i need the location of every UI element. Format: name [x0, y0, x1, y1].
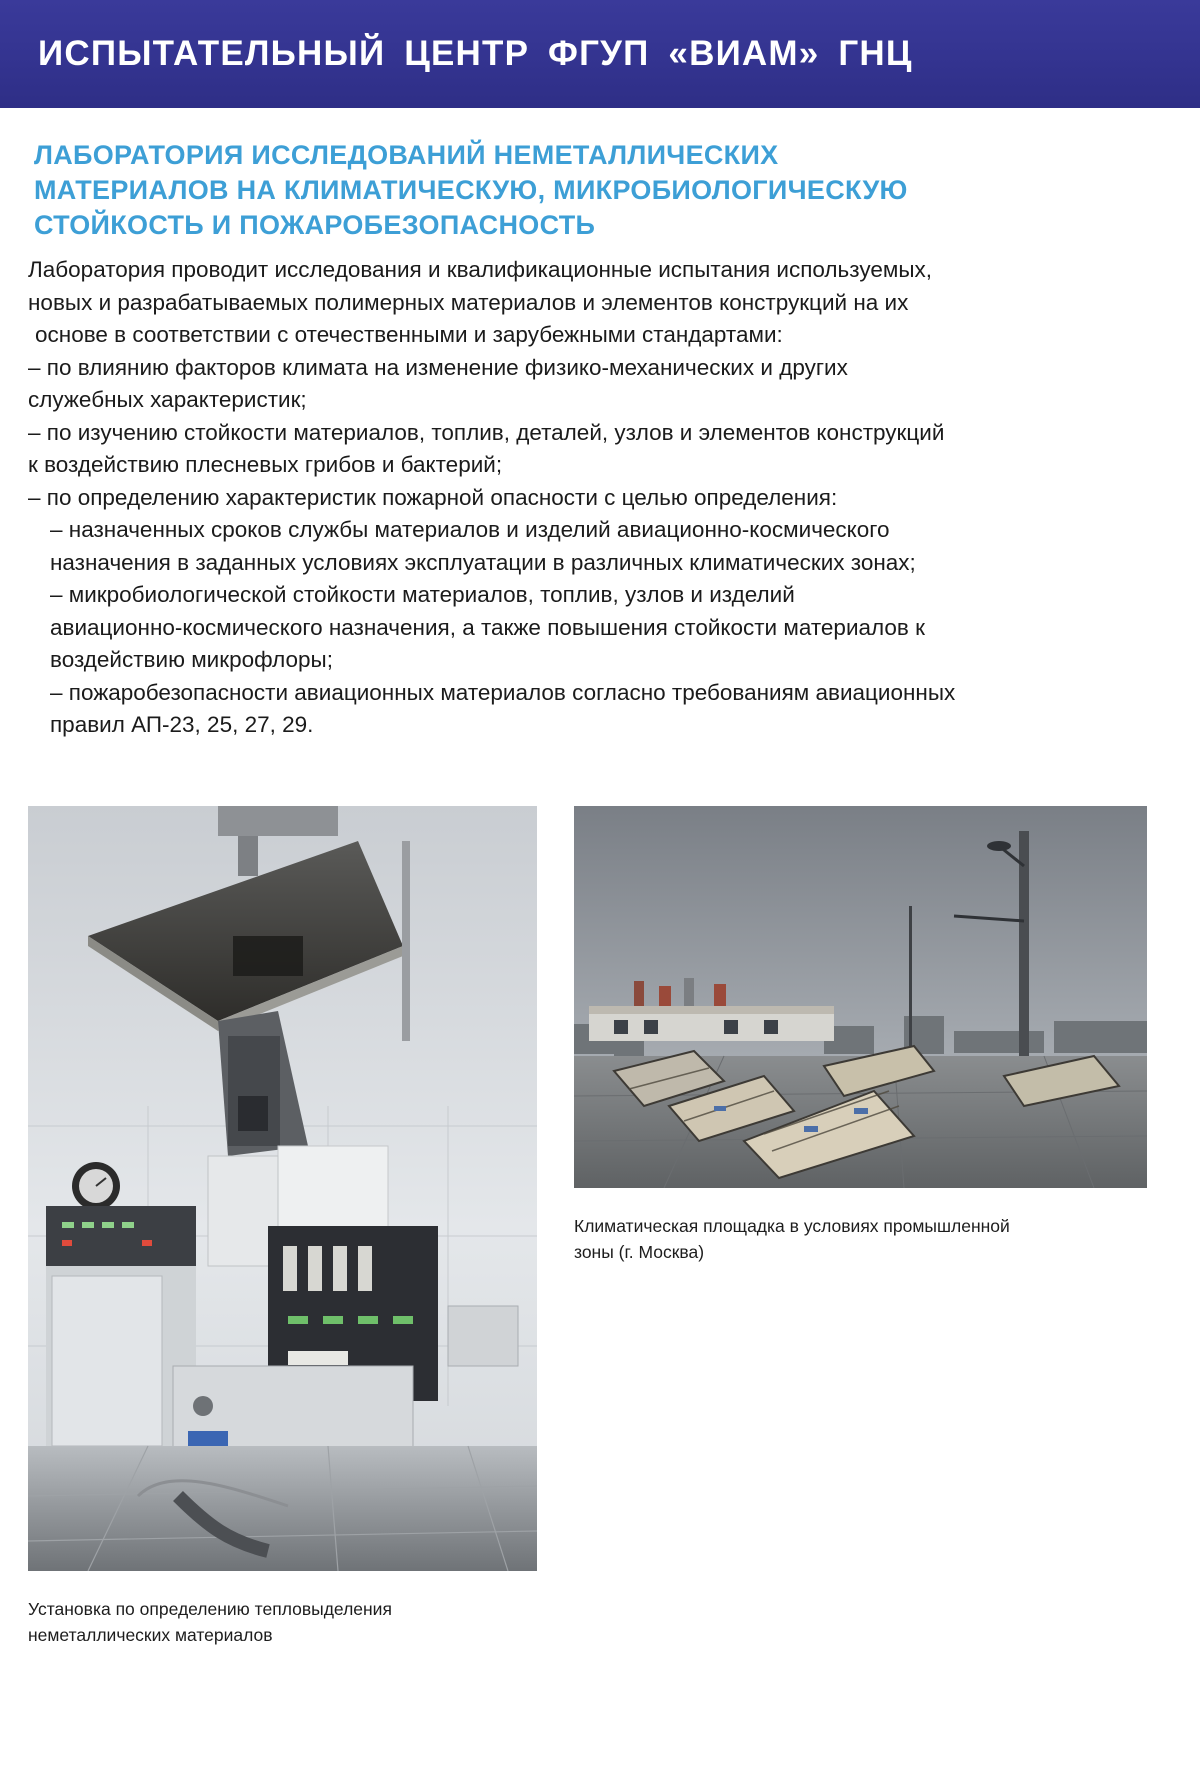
body-line: – назначенных сроков службы материалов и изделий авиационно-космического: [50, 517, 890, 542]
body-line: к воздействию плесневых грибов и бактерий;: [28, 452, 503, 477]
body-line: – по изучению стойкости материалов, топлив, деталей, узлов и элементов конструкций: [28, 419, 945, 445]
body-line: Лаборатория проводит исследования и квалификационные испытания используемых,: [28, 257, 932, 282]
caption-line: неметаллических материалов: [28, 1625, 273, 1645]
body-line: – по определению характеристик пожарной опасности с целью определения:: [28, 484, 838, 510]
section-heading: [34, 138, 1034, 243]
body-line: служебных характеристик;: [28, 387, 307, 412]
header-title: ИСПЫТАТЕЛЬНЫЙ ЦЕНТР ФГУП «ВИАМ» ГНЦ: [38, 34, 913, 73]
body-line: – микробиологической стойкости материалов, топлив, узлов и изделий: [50, 582, 795, 607]
body-line: основе в соответствии с отечественными и зарубежными стандартами:: [35, 322, 783, 347]
caption-line: зоны (г. Москва): [574, 1242, 705, 1262]
body-line: назначения в заданных условиях эксплуатации в различных климатических зонах;: [50, 549, 916, 575]
body-line: авиационно-космического назначения, а также повышения стойкости материалов к: [50, 614, 925, 640]
caption-line: Климатическая площадка в условиях промышленной: [574, 1216, 1010, 1236]
body-line: воздействию микрофлоры;: [50, 647, 333, 672]
body-line: – по влиянию факторов климата на изменение физико-механических и других: [28, 354, 848, 380]
heading-line: МАТЕРИАЛОВ НА КЛИМАТИЧЕСКУЮ, МИКРОБИОЛОГИЧЕСКУЮ: [34, 175, 908, 205]
body-line: новых и разрабатываемых полимерных материалов и элементов конструкций на их: [28, 289, 909, 315]
body-line: – пожаробезопасности авиационных материалов согласно требованиям авиационных: [50, 679, 956, 705]
heat-release-apparatus-illustration: [28, 806, 537, 1571]
header-band: [0, 0, 1200, 108]
body-text: [28, 254, 1178, 742]
heat-release-apparatus-photo: [28, 806, 537, 1571]
climatic-site-photo: [574, 806, 1147, 1188]
climatic-site-caption: [574, 1213, 1010, 1265]
caption-line: Установка по определению тепловыделения: [28, 1599, 392, 1619]
heat-release-caption: [28, 1596, 392, 1648]
heading-line: СТОЙКОСТЬ И ПОЖАРОБЕЗОПАСНОСТЬ: [34, 210, 596, 240]
body-line: правил АП-23, 25, 27, 29.: [50, 712, 314, 737]
heading-line: ЛАБОРАТОРИЯ ИССЛЕДОВАНИЙ НЕМЕТАЛЛИЧЕСКИХ: [34, 140, 779, 170]
climatic-site-illustration: [574, 806, 1147, 1188]
